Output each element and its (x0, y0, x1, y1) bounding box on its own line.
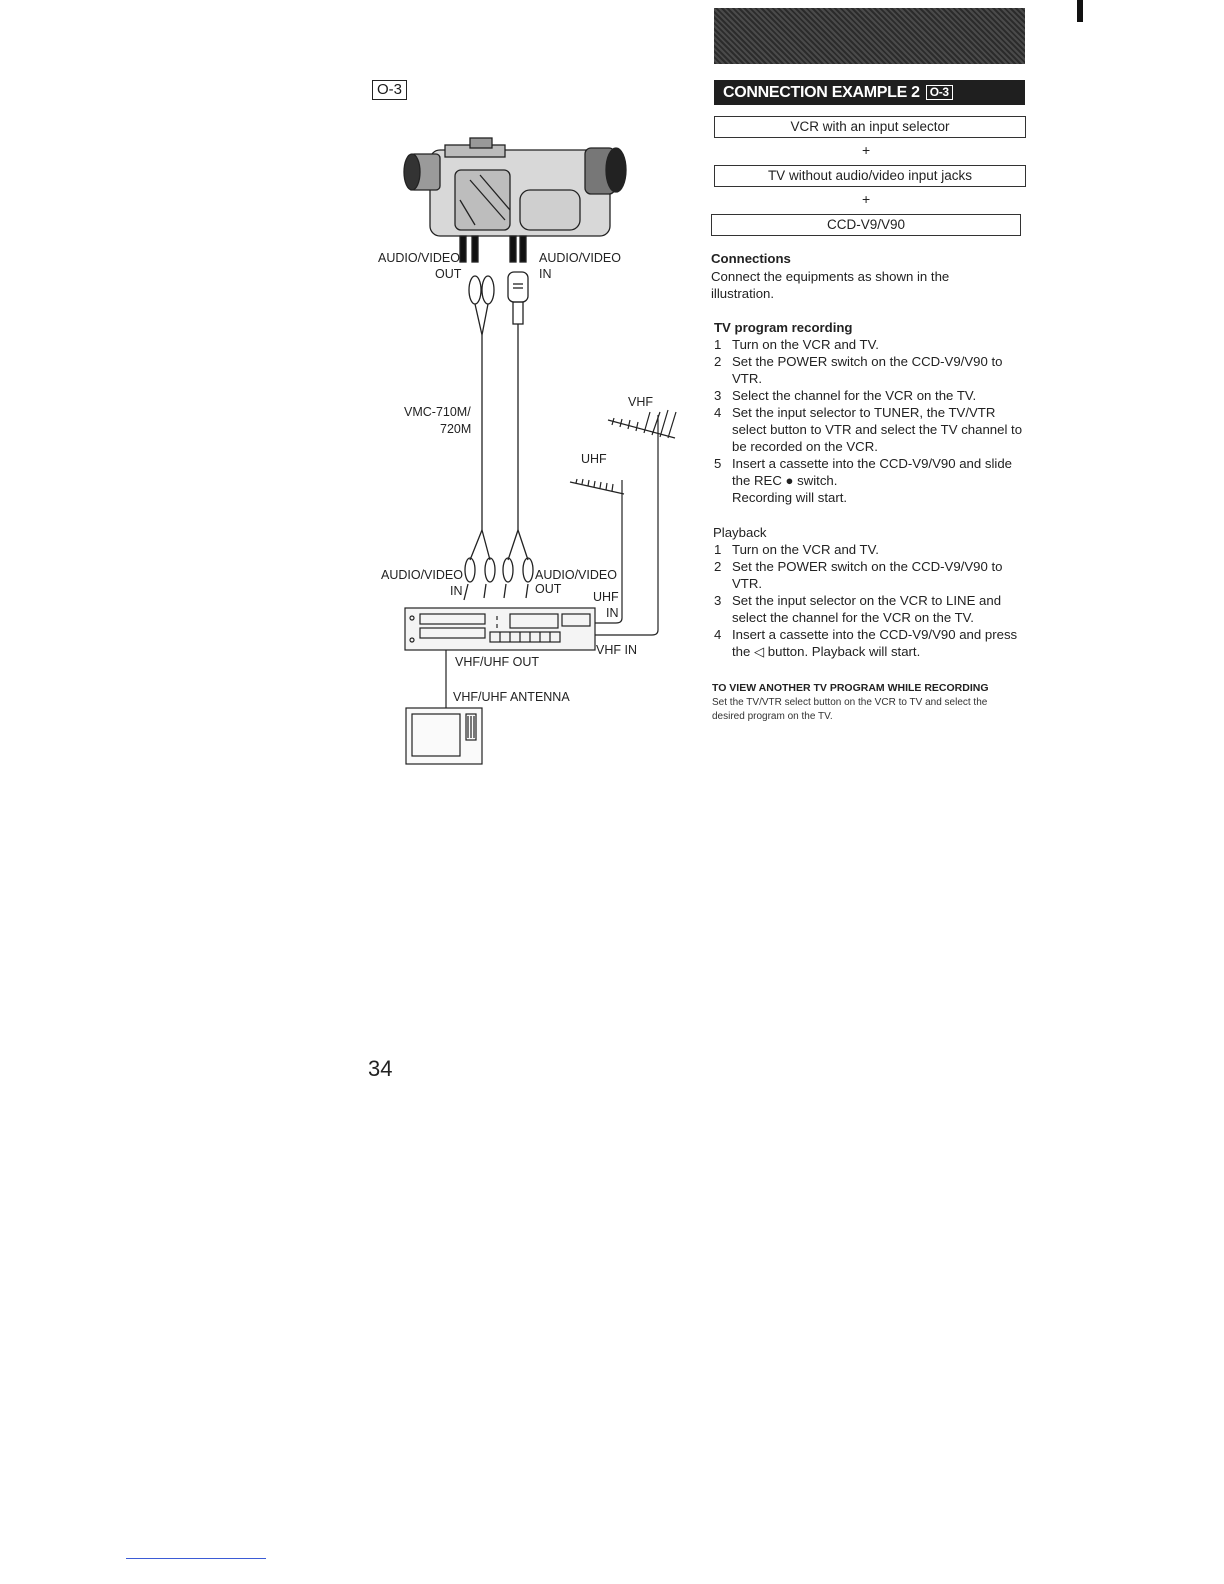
label-vhf-uhf-out: VHF/UHF OUT (455, 655, 540, 669)
step-item (714, 558, 1024, 592)
connection-diagram (360, 120, 680, 770)
step-item (714, 592, 1024, 626)
step-number: 3 (714, 388, 722, 403)
step-number: 3 (714, 593, 722, 608)
playback-steps (714, 541, 1024, 660)
label-uhf: UHF (581, 452, 607, 466)
plus-sign-2: + (862, 191, 871, 207)
step-item (714, 336, 1024, 353)
label-cam-out-1: AUDIO/VIDEO (378, 251, 460, 265)
step-text: Insert a cassette into the CCD-V9/V90 and slide the REC ● switch. (732, 456, 1013, 488)
step-item (714, 404, 1024, 455)
note-title: TO VIEW ANOTHER TV PROGRAM WHILE RECORDING (712, 682, 989, 694)
step-text: Select the channel for the VCR on the TV. (732, 388, 977, 403)
page-edge-marker (1077, 0, 1083, 22)
step-number: 4 (714, 405, 722, 420)
connections-text: Connect the equipments as shown in the illustration. (711, 269, 950, 301)
label-cable-1: VMC-710M/ (404, 405, 471, 419)
header-band (714, 8, 1025, 64)
section-title (714, 80, 1025, 105)
page-number: 34 (368, 1056, 393, 1081)
step-text: Set the POWER switch on the CCD-V9/V90 to VTR. (732, 559, 1003, 591)
playback-heading: Playback (713, 525, 767, 540)
label-cable-2: 720M (440, 422, 472, 436)
note-text: Set the TV/VTR select button on the VCR to TV and select the desired program on the TV. (712, 697, 988, 722)
label-uhf-in-1: UHF (593, 590, 619, 604)
step-text: Recording will start. (732, 490, 848, 505)
step-item (714, 353, 1024, 387)
step-text: Turn on the VCR and TV. (732, 337, 879, 352)
cable-illustration (464, 272, 533, 600)
camcorder-illustration (404, 138, 626, 262)
step-item (714, 626, 1024, 660)
label-vcr-in-2: IN (450, 584, 463, 598)
step-item (714, 387, 1024, 404)
label-cam-out-2: OUT (435, 267, 462, 281)
tv-illustration (406, 708, 482, 764)
label-cam-in-2: IN (539, 267, 552, 281)
step-number: 2 (714, 559, 722, 574)
step-number: 2 (714, 354, 722, 369)
recording-steps (714, 336, 1024, 506)
label-vhf-uhf-antenna: VHF/UHF ANTENNA (453, 690, 570, 704)
section-tag: O-3 (926, 85, 953, 100)
step-text: Set the input selector on the VCR to LINE and select the channel for the VCR on the TV. (732, 593, 1002, 625)
step-number: 4 (714, 627, 722, 642)
requirement-camcorder: CCD-V9/V90 (711, 214, 1021, 236)
step-number: 5 (714, 456, 722, 471)
figure-id: O-3 (372, 80, 407, 100)
recording-heading: TV program recording (714, 320, 853, 335)
connections-heading: Connections (711, 251, 791, 266)
footer-link-line (126, 1558, 266, 1559)
step-number: 1 (714, 337, 722, 352)
label-cam-in-1: AUDIO/VIDEO (539, 251, 621, 265)
section-title-text: CONNECTION EXAMPLE 2 (723, 84, 920, 101)
step-item (714, 489, 1024, 506)
requirement-tv: TV without audio/video input jacks (714, 165, 1026, 187)
step-item (714, 541, 1024, 558)
step-text: Set the input selector to TUNER, the TV/VTR select button to VTR and select the TV channel to be recorded on the VCR. (732, 405, 1023, 454)
label-vhf-in: VHF IN (596, 643, 637, 657)
step-text: Turn on the VCR and TV. (732, 542, 879, 557)
label-vcr-in-1: AUDIO/VIDEO (381, 568, 463, 582)
label-uhf-in-2: IN (606, 606, 619, 620)
step-number: 1 (714, 542, 722, 557)
step-text: Set the POWER switch on the CCD-V9/V90 to VTR. (732, 354, 1003, 386)
antenna-illustration (570, 410, 676, 635)
step-item (714, 455, 1024, 489)
plus-sign-1: + (862, 142, 871, 158)
label-vcr-out-2: OUT (535, 582, 562, 596)
requirement-vcr: VCR with an input selector (714, 116, 1026, 138)
label-vcr-out-1: AUDIO/VIDEO (535, 568, 617, 582)
label-vhf: VHF (628, 395, 653, 409)
step-text: Insert a cassette into the CCD-V9/V90 and press the ◁ button. Playback will start. (732, 627, 1018, 659)
